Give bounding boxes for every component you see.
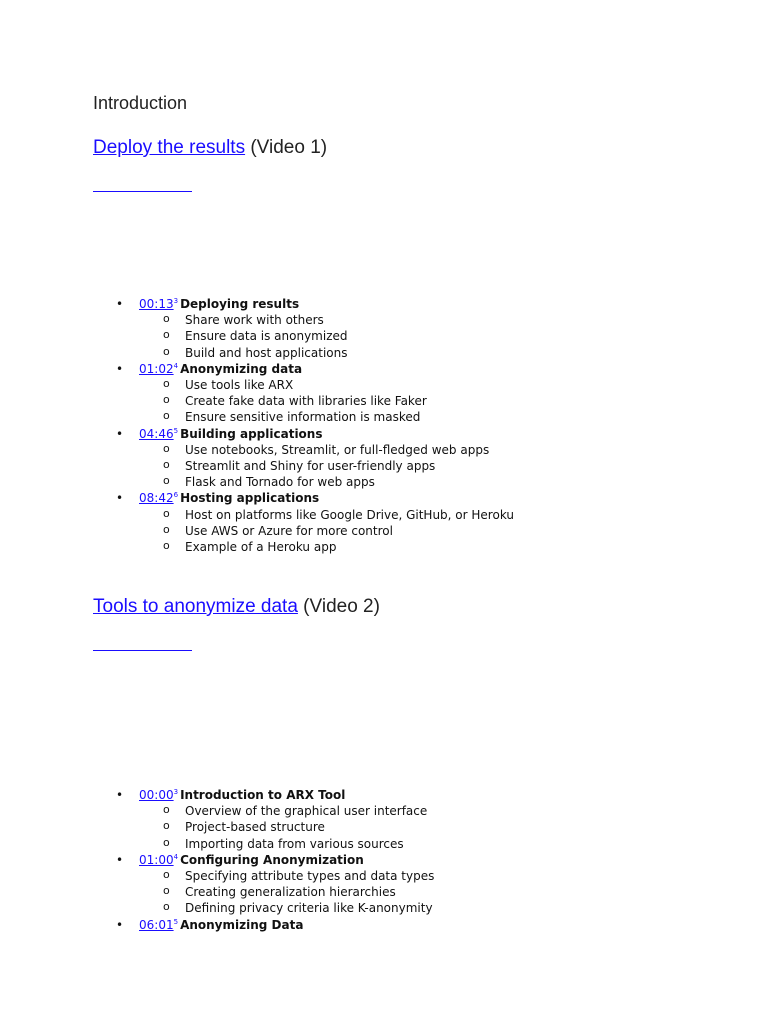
section-suffix: (Video 1) [245, 137, 328, 158]
subpoint-item: o Ensure sensitive information is masked [139, 409, 514, 425]
section-link-tools-anonymize[interactable]: Tools to anonymize data [93, 596, 298, 617]
subpoint-item: o Use notebooks, Streamlit, or full-fledged web apps [139, 442, 514, 458]
subpoint-item: o Create fake data with libraries like Faker [139, 393, 514, 409]
subpoint-item: o Use tools like ARX [139, 377, 514, 393]
section-suffix: (Video 2) [297, 596, 380, 617]
footnote-marker: 3 [173, 297, 179, 305]
timestamp-link[interactable]: 04:46 [139, 426, 174, 441]
timestamp-link[interactable]: 00:00 [139, 788, 174, 802]
timestamp-link[interactable]: 06:01 [139, 917, 174, 932]
subpoint-item: o Ensure data is anonymized [139, 328, 514, 344]
subpoint-item: o Flask and Tornado for web apps [139, 474, 514, 490]
chapter-subpoints [139, 377, 514, 426]
footnote-marker: 5 [173, 426, 179, 435]
section-heading-video-1 [93, 137, 327, 159]
footnote-marker: 4 [173, 361, 179, 370]
chapter-item [116, 361, 514, 426]
subpoint-item: o Streamlit and Shiny for user-friendly apps [139, 458, 514, 474]
chapter-subpoints [139, 507, 514, 556]
chapter-item [116, 426, 514, 491]
chapter-title: Anonymizing Data [180, 917, 304, 932]
subpoint-item: o Host on platforms like Google Drive, GitHub, or Heroku [139, 507, 514, 523]
footnote-marker: 5 [173, 917, 179, 926]
chapter-title: Building applications [180, 426, 323, 441]
section-divider [93, 191, 192, 192]
chapter-subpoints [139, 868, 434, 917]
subpoint-item: o Specifying attribute types and data types [139, 868, 434, 884]
subpoint-item: o Build and host applications [139, 345, 514, 361]
timestamp-link[interactable]: 01:00 [139, 852, 174, 867]
chapter-subpoints [139, 803, 434, 852]
chapter-item [116, 917, 434, 933]
chapter-title: Deploying results [180, 297, 300, 311]
section-link-deploy-results[interactable]: Deploy the results [93, 137, 246, 158]
subpoint-item: o Share work with others [139, 312, 514, 328]
chapter-title: Anonymizing data [180, 361, 303, 376]
footnote-marker: 3 [173, 788, 179, 796]
intro-heading: Introduction [93, 93, 188, 113]
chapter-item [116, 490, 514, 555]
chapter-title: Introduction to ARX Tool [180, 788, 346, 802]
chapter-title: Configuring Anonymization [180, 852, 364, 867]
video-2-chapter-list [116, 787, 434, 933]
video-1-chapter-list [116, 296, 514, 555]
chapter-item [116, 852, 434, 917]
footnote-marker: 6 [173, 491, 179, 500]
chapter-item [116, 296, 514, 361]
subpoint-item: o Defining privacy criteria like K-anonymity [139, 900, 434, 916]
chapter-subpoints [139, 442, 514, 491]
chapter-subpoints [139, 312, 514, 361]
chapter-title: Hosting applications [180, 491, 320, 506]
timestamp-link[interactable]: 01:02 [139, 361, 174, 376]
footnote-marker: 4 [173, 852, 179, 861]
subpoint-item: o Example of a Heroku app [139, 539, 514, 555]
timestamp-link[interactable]: 08:42 [139, 491, 174, 506]
timestamp-link[interactable]: 00:13 [139, 297, 174, 311]
subpoint-item: o Overview of the graphical user interface [139, 803, 434, 819]
section-divider [93, 650, 192, 651]
subpoint-item: o Project-based structure [139, 819, 434, 835]
subpoint-item: o Importing data from various sources [139, 836, 434, 852]
chapter-item [116, 787, 434, 852]
subpoint-item: o Creating generalization hierarchies [139, 884, 434, 900]
subpoint-item: o Use AWS or Azure for more control [139, 523, 514, 539]
section-heading-video-2 [93, 596, 380, 618]
